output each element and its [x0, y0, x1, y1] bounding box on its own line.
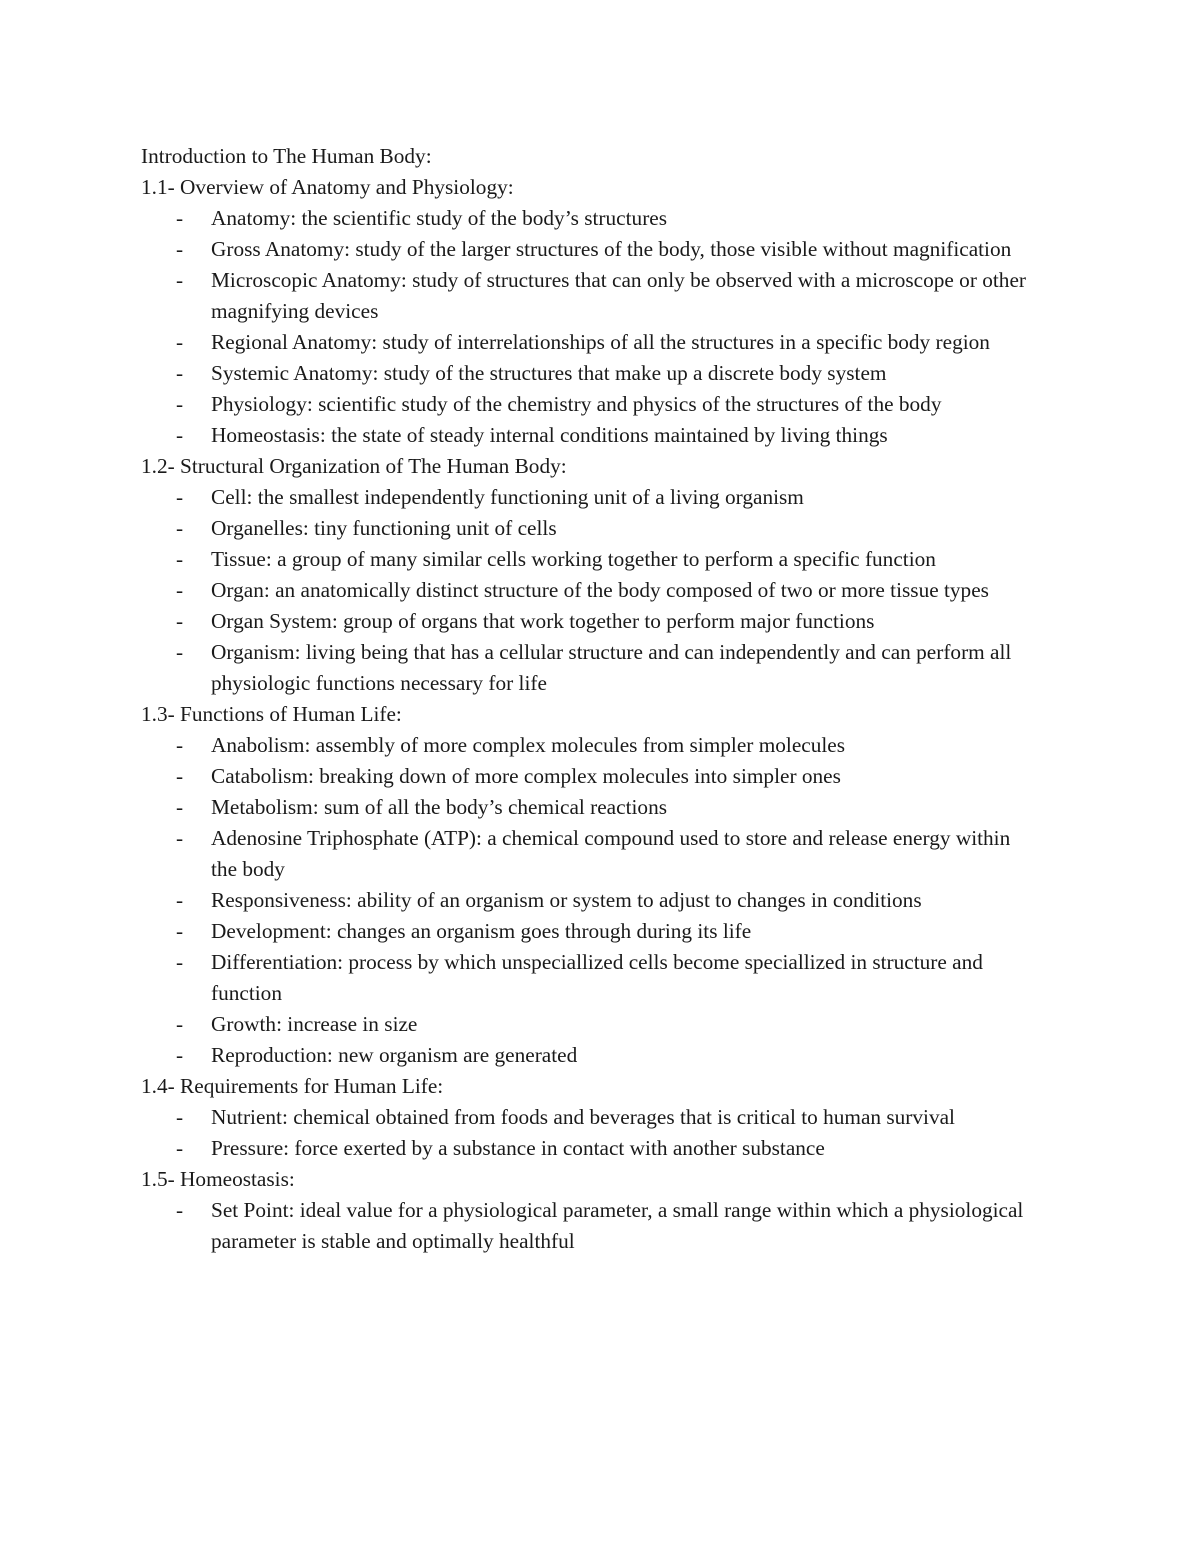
bullet-text: Homeostasis: the state of steady internal conditions maintained by living things	[211, 423, 888, 447]
bullet-item	[141, 1040, 1041, 1071]
bullet-dash: -	[176, 1136, 184, 1160]
bullet-text: Tissue: a group of many similar cells working together to perform a specific function	[211, 547, 936, 571]
bullet-text: Systemic Anatomy: study of the structures that make up a discrete body system	[211, 361, 887, 385]
section-1	[141, 172, 1061, 451]
bullet-text: Microscopic Anatomy: study of structures that can only be observed with a microscope or other magnifying devices	[211, 268, 1026, 323]
section-heading: 1.3- Functions of Human Life:	[141, 702, 402, 726]
bullet-dash: -	[176, 919, 184, 943]
bullet-text: Responsiveness: ability of an organism or system to adjust to changes in conditions	[211, 888, 922, 912]
section-heading: 1.5- Homeostasis:	[141, 1167, 295, 1191]
bullet-text: Cell: the smallest independently functioning unit of a living organism	[211, 485, 804, 509]
bullet-dash: -	[176, 237, 184, 261]
bullet-text: Anatomy: the scientific study of the body’s structures	[211, 206, 668, 230]
bullet-text: Growth: increase in size	[211, 1012, 418, 1036]
bullet-text: Adenosine Triphosphate (ATP): a chemical compound used to store and release energy within the body	[211, 826, 1011, 881]
bullet-text: Gross Anatomy: study of the larger structures of the body, those visible without magnification	[211, 237, 1012, 261]
bullet-dash: -	[176, 1105, 184, 1129]
bullet-dash: -	[176, 764, 184, 788]
section-3	[141, 699, 1061, 1071]
bullet-text: Nutrient: chemical obtained from foods and beverages that is critical to human survival	[211, 1105, 955, 1129]
bullet-item	[141, 730, 1041, 761]
bullet-item	[141, 1102, 1041, 1133]
sections-container	[141, 172, 1061, 1257]
bullet-item	[141, 389, 1041, 420]
bullet-dash: -	[176, 1012, 184, 1036]
bullet-dash: -	[176, 206, 184, 230]
bullet-dash: -	[176, 1043, 184, 1067]
bullet-dash: -	[176, 268, 184, 292]
bullet-dash: -	[176, 1198, 184, 1222]
bullet-item	[141, 544, 1041, 575]
bullet-item	[141, 234, 1041, 265]
section-heading: 1.4- Requirements for Human Life:	[141, 1074, 444, 1098]
bullet-text: Metabolism: sum of all the body’s chemical reactions	[211, 795, 668, 819]
bullet-item	[141, 885, 1041, 916]
bullet-list	[141, 730, 1061, 1071]
bullet-dash: -	[176, 578, 184, 602]
bullet-dash: -	[176, 547, 184, 571]
bullet-item	[141, 265, 1041, 327]
bullet-text: Development: changes an organism goes through during its life	[211, 919, 752, 943]
bullet-text: Differentiation: process by which unspeciallized cells become speciallized in structure and function	[211, 950, 983, 1005]
bullet-text: Physiology: scientific study of the chemistry and physics of the structures of the body	[211, 392, 942, 416]
bullet-text: Organ System: group of organs that work together to perform major functions	[211, 609, 875, 633]
bullet-item	[141, 575, 1041, 606]
document-title: Introduction to The Human Body:	[141, 144, 432, 168]
bullet-text: Reproduction: new organism are generated	[211, 1043, 578, 1067]
bullet-dash: -	[176, 392, 184, 416]
bullet-dash: -	[176, 826, 184, 850]
bullet-item	[141, 358, 1041, 389]
bullet-text: Regional Anatomy: study of interrelationships of all the structures in a specific body region	[211, 330, 990, 354]
bullet-item	[141, 606, 1041, 637]
bullet-item	[141, 792, 1041, 823]
bullet-text: Organism: living being that has a cellular structure and can independently and can perform all physiologic functions necessary for life	[211, 640, 1012, 695]
bullet-dash: -	[176, 330, 184, 354]
section-heading: 1.2- Structural Organization of The Human Body:	[141, 454, 567, 478]
bullet-text: Organ: an anatomically distinct structure of the body composed of two or more tissue types	[211, 578, 989, 602]
bullet-item	[141, 637, 1041, 699]
bullet-item	[141, 947, 1041, 1009]
bullet-text: Organelles: tiny functioning unit of cells	[211, 516, 557, 540]
bullet-dash: -	[176, 733, 184, 757]
bullet-item	[141, 1009, 1041, 1040]
bullet-text: Set Point: ideal value for a physiological parameter, a small range within which a physiological parameter is stable and optimally healthful	[211, 1198, 1024, 1253]
bullet-list	[141, 482, 1061, 699]
bullet-item	[141, 513, 1041, 544]
bullet-item	[141, 916, 1041, 947]
bullet-item	[141, 482, 1041, 513]
bullet-item	[141, 1133, 1041, 1164]
bullet-list	[141, 1102, 1061, 1164]
bullet-dash: -	[176, 485, 184, 509]
bullet-list	[141, 1195, 1061, 1257]
section-4	[141, 1071, 1061, 1164]
bullet-item	[141, 823, 1041, 885]
section-5	[141, 1164, 1061, 1257]
document-body	[141, 141, 1061, 1257]
bullet-item	[141, 1195, 1041, 1257]
section-2	[141, 451, 1061, 699]
bullet-dash: -	[176, 640, 184, 664]
bullet-dash: -	[176, 888, 184, 912]
bullet-dash: -	[176, 516, 184, 540]
bullet-item	[141, 761, 1041, 792]
bullet-dash: -	[176, 795, 184, 819]
bullet-text: Anabolism: assembly of more complex molecules from simpler molecules	[211, 733, 846, 757]
section-heading: 1.1- Overview of Anatomy and Physiology:	[141, 175, 514, 199]
bullet-dash: -	[176, 609, 184, 633]
bullet-text: Catabolism: breaking down of more complex molecules into simpler ones	[211, 764, 841, 788]
bullet-dash: -	[176, 950, 184, 974]
bullet-item	[141, 420, 1041, 451]
bullet-dash: -	[176, 423, 184, 447]
bullet-list	[141, 203, 1061, 451]
bullet-text: Pressure: force exerted by a substance in contact with another substance	[211, 1136, 825, 1160]
bullet-item	[141, 203, 1041, 234]
bullet-item	[141, 327, 1041, 358]
bullet-dash: -	[176, 361, 184, 385]
